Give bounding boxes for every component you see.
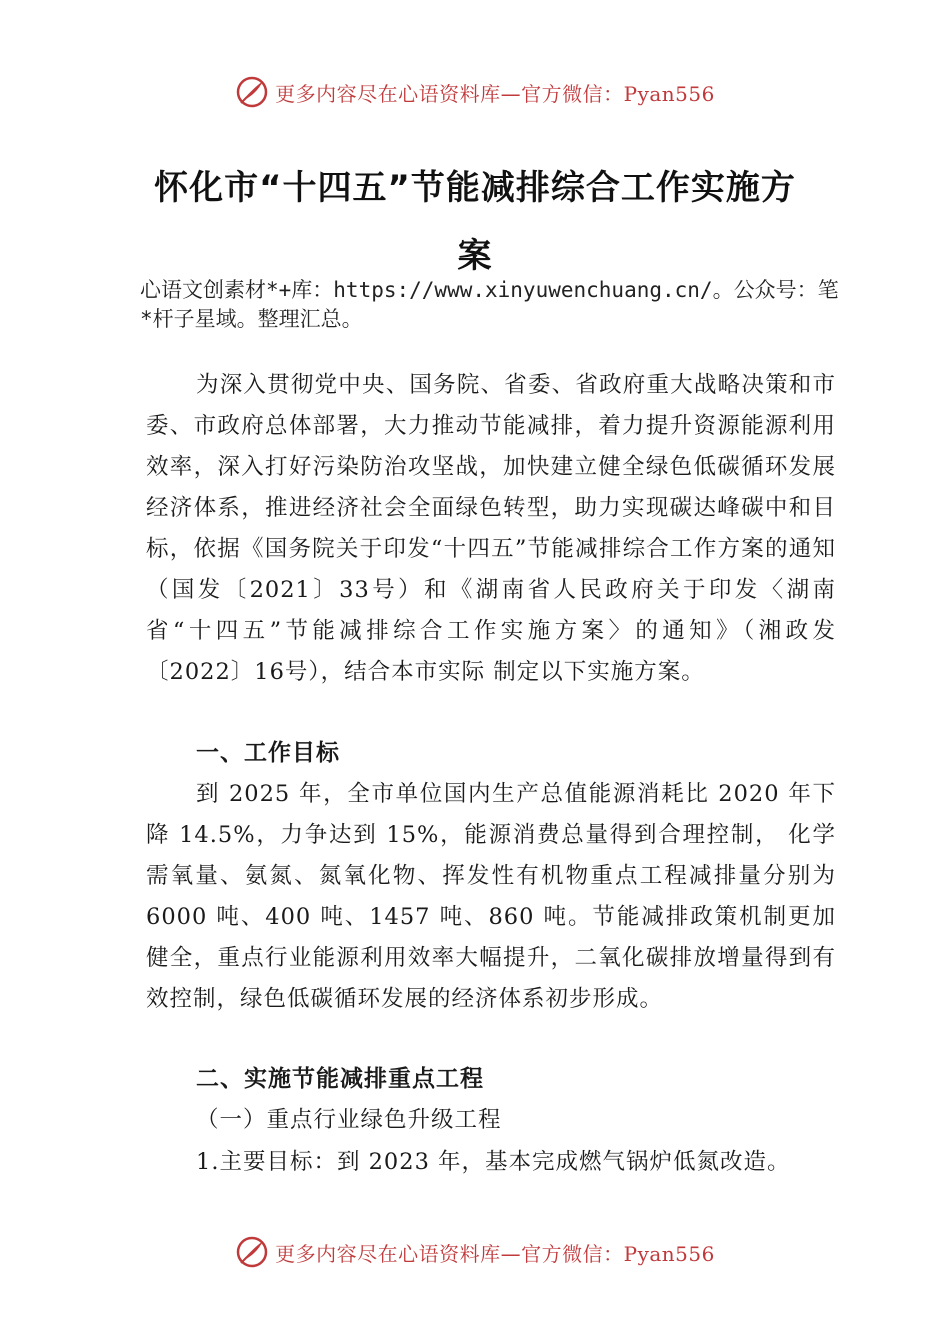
watermark-text: 更多内容尽在心语资料库—官方微信：Pyan556 xyxy=(275,81,715,106)
subsection-heading: （一）重点行业绿色升级工程 xyxy=(196,1107,502,1133)
document-title-continued: 案 xyxy=(457,236,493,276)
quill-logo-icon xyxy=(235,1235,269,1269)
document-title: 怀化市“十四五”节能减排综合工作实施方 xyxy=(154,168,796,208)
quill-logo-icon xyxy=(235,75,269,109)
section-heading-goals: 一、工作目标 xyxy=(196,740,340,766)
section-heading-key-projects: 二、实施节能减排重点工程 xyxy=(196,1066,484,1092)
watermark-banner-top xyxy=(0,72,950,112)
watermark-banner-bottom xyxy=(0,1232,950,1272)
source-note: 心语文创素材*+库：https://www.xinyuwenchuang.cn/。公众号：笔*杆子星域。整理汇总。 xyxy=(140,278,839,331)
list-item: 1.主要目标：到 2023 年，基本完成燃气锅炉低氮改造。 xyxy=(196,1149,791,1175)
goals-paragraph: 到 2025 年，全市单位国内生产总值能源消耗比 2020 年下降 14.5%，力争达到 15%，能源消费总量得到合理控制， 化学需氧量、氨氮、氮氧化物、挥发性有机物重点工程减排量分别为 6000 吨、400 吨、1457 吨、860 吨。节能减排政策机制更加健全，重点行业能源利用效率大幅提升，二氧化碳排放增量得到有效控制，绿色低碳循环发展的经济体系初步形成。 xyxy=(146,781,836,1012)
watermark-text: 更多内容尽在心语资料库—官方微信：Pyan556 xyxy=(275,1241,715,1266)
intro-paragraph: 为深入贯彻党中央、国务院、省委、省政府重大战略决策和市委、市政府总体部署，大力推动节能减排，着力提升资源能源利用效率，深入打好污染防治攻坚战，加快建立健全绿色低碳循环发展经济体系，推进经济社会全面绿色转型，助力实现碳达峰碳中和目标，依据《国务院关于印发“十四五”节能减排综合工作方案的通知（国发〔2021〕33号）和《湖南省人民政府关于印发〈湖南省“十四五”节能减排综合工作实施方案〉的通知》（湘政发〔2022〕16号），结合本市实际 制定以下实施方案。 xyxy=(146,372,836,685)
